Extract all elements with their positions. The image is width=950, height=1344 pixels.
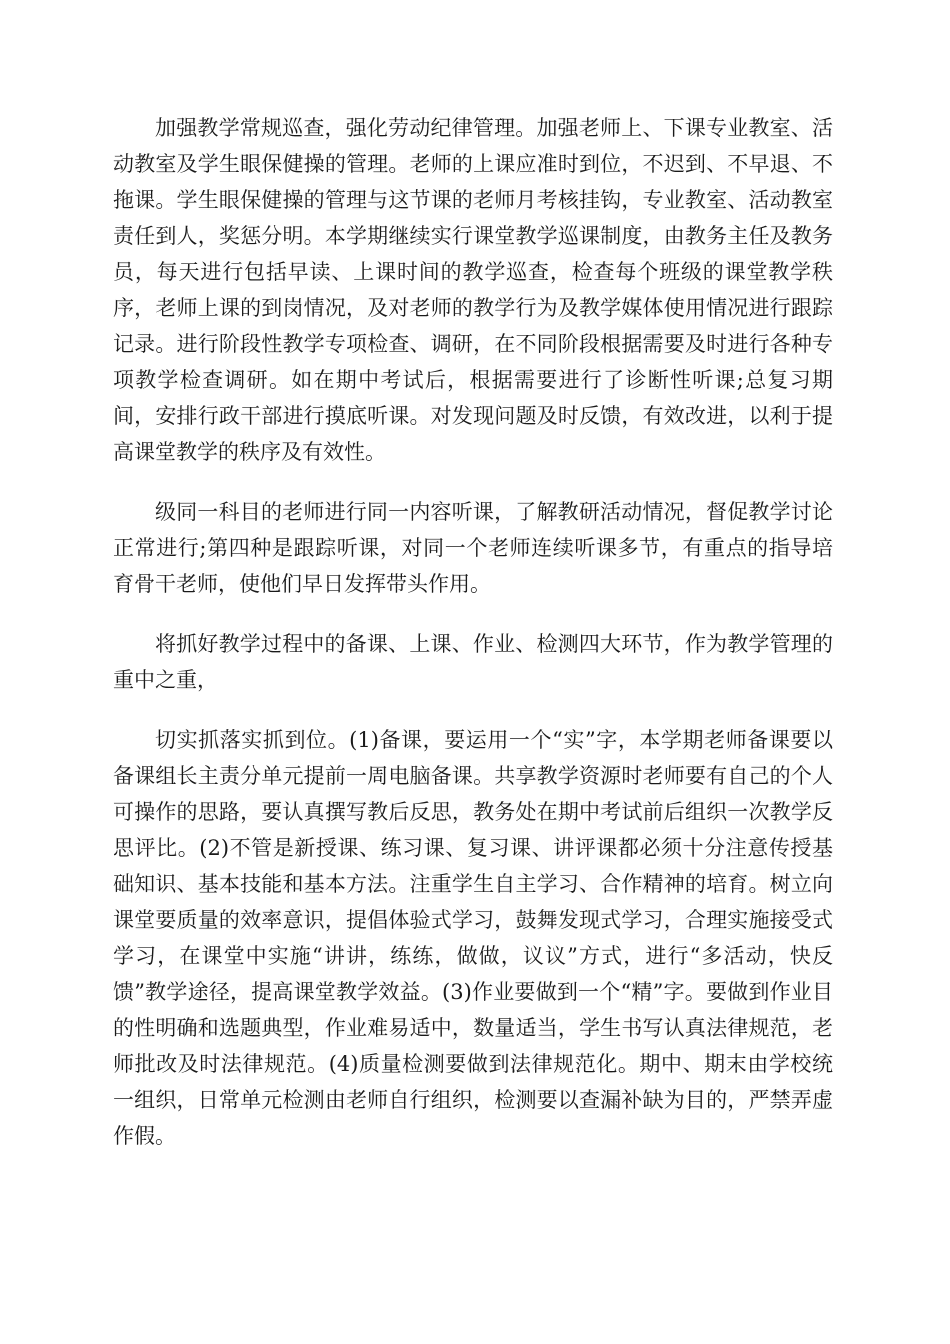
paragraph-implementation: 切实抓落实抓到位。(1)备课，要运用一个“实”字，本学期老师备课要以备课组长主责分单元提前一周电脑备课。共享教学资源时老师要有自己的个人可操作的思路，要认真撰写教后反思，教务处在期中考试前后组织一次教学反思评比。(2)不管是新授课、练习课、复习课、讲评课都必须十分注意传授基础知识、基本技能和基本方法。注重学生自主学习、合作精神的培育。树立向课堂要质量的效率意识，提倡体验式学习，鼓舞发现式学习，合理实施接受式学习，在课堂中实施“讲讲，练练，做做，议议”方式，进行“多活动，快反馈”教学途径，提高课堂教学效益。(3)作业要做到一个“精”字。要做到作业目的性明确和选题典型，作业难易适中，数量适当，学生书写认真法律规范，老师批改及时法律规范。(4)质量检测要做到法律规范化。期中、期末由学校统一组织，日常单元检测由老师自行组织，检测要以查漏补缺为目的，严禁弄虚作假。 — [113, 728, 833, 1148]
document-page — [113, 110, 833, 1178]
paragraph-four-links: 将抓好教学过程中的备课、上课、作业、检测四大环节，作为教学管理的重中之重， — [113, 632, 833, 692]
paragraph-inspection: 加强教学常规巡查，强化劳动纪律管理。加强老师上、下课专业教室、活动教室及学生眼保健操的管理。老师的上课应准时到位，不迟到、不早退、不拖课。学生眼保健操的管理与这节课的老师月考核挂钩，专业教室、活动教室责任到人，奖惩分明。本学期继续实行课堂教学巡课制度，由教务主任及教务员，每天进行包括早读、上课时间的教学巡查，检查每个班级的课堂教学秩序，老师上课的到岗情况，及对老师的教学行为及教学媒体使用情况进行跟踪记录。进行阶段性教学专项检查、调研，在不同阶段根据需要及时进行各种专项教学检查调研。如在期中考试后，根据需要进行了诊断性听课;总复习期间，安排行政干部进行摸底听课。对发现问题及时反馈，有效改进，以利于提高课堂教学的秩序及有效性。 — [113, 116, 833, 464]
paragraph-lesson-observation: 级同一科目的老师进行同一内容听课，了解教研活动情况，督促教学讨论正常进行;第四种是跟踪听课，对同一个老师连续听课多节，有重点的指导培育骨干老师，使他们早日发挥带头作用。 — [113, 500, 833, 596]
